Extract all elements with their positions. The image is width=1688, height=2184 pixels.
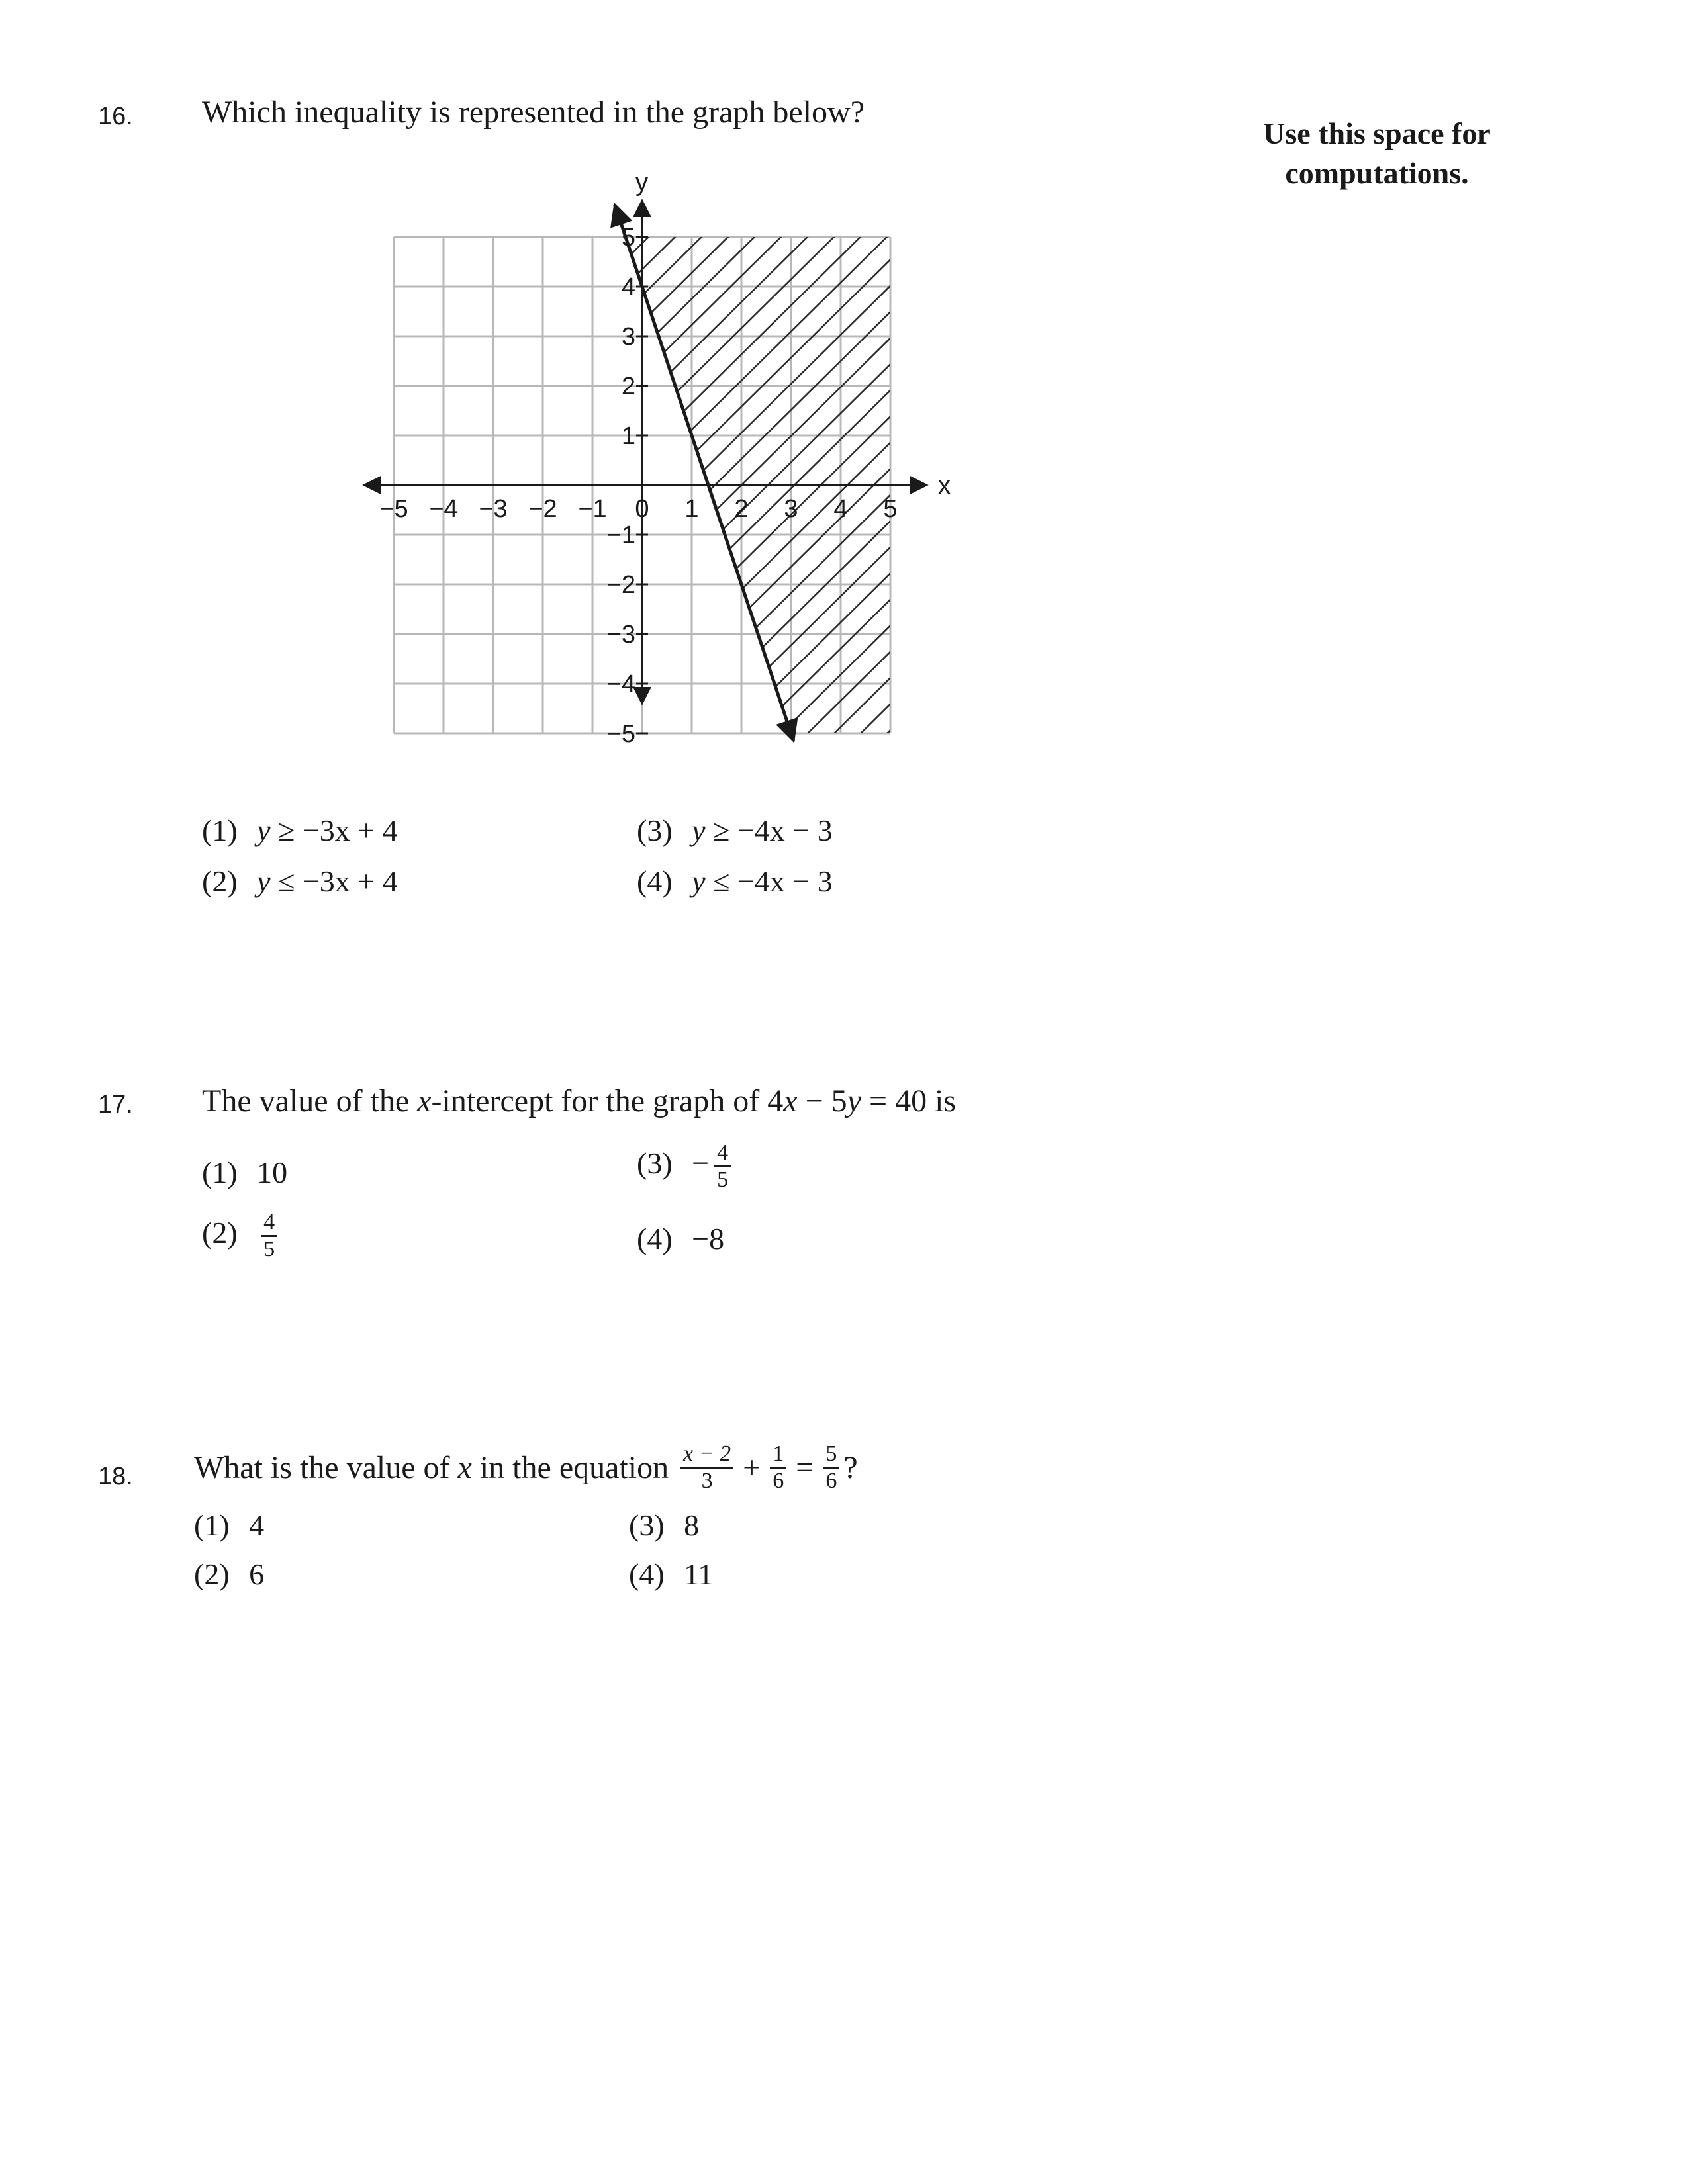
- q18-fraction-3: [823, 1443, 839, 1492]
- option-sign: −: [692, 1146, 710, 1181]
- note-line-1: Use this space for: [1263, 116, 1491, 150]
- option-rhs: −3x + 4: [302, 813, 398, 847]
- q16-option-4[interactable]: [637, 864, 833, 899]
- option-number: (3): [637, 1146, 673, 1181]
- option-rhs: −4x − 3: [737, 864, 833, 898]
- q18-fraction-2: [770, 1443, 786, 1492]
- q17-text-part: -intercept for the graph of 4: [431, 1083, 784, 1118]
- q18-variable: x: [457, 1450, 472, 1485]
- x-tick-label: 0: [635, 495, 649, 523]
- option-number: (2): [202, 1216, 238, 1250]
- q16-question: Which inequality is represented in the graph below?: [202, 95, 865, 130]
- q18-text-part: in the equation: [471, 1450, 677, 1485]
- q17-option-1[interactable]: [202, 1155, 287, 1190]
- x-tick-label: −2: [528, 495, 557, 523]
- q18-option-2[interactable]: [194, 1557, 264, 1592]
- x-tick-label: 1: [684, 495, 699, 523]
- plus-sign: +: [743, 1450, 761, 1485]
- option-value: 10: [257, 1156, 288, 1189]
- q17-question: [202, 1083, 956, 1119]
- q17-variable: y: [847, 1083, 861, 1118]
- y-tick-label: 2: [621, 373, 635, 400]
- q17-option-3[interactable]: [637, 1142, 735, 1191]
- q18-option-4[interactable]: [629, 1557, 713, 1592]
- q17-variable: x: [783, 1083, 798, 1118]
- q17-text-part: − 5: [797, 1083, 847, 1118]
- fraction-numerator: 4: [714, 1142, 731, 1167]
- q17-text-part: = 40 is: [861, 1083, 957, 1118]
- y-tick-label: −3: [606, 621, 635, 649]
- option-lhs: y: [257, 813, 271, 847]
- q17-option-2[interactable]: [202, 1211, 281, 1261]
- y-tick-label: 3: [621, 323, 635, 351]
- option-relation: ≤: [713, 864, 730, 898]
- option-number: (2): [202, 864, 238, 898]
- question-mark: ?: [843, 1450, 858, 1485]
- fraction-numerator: x − 2: [680, 1443, 733, 1469]
- option-number: (1): [202, 1156, 238, 1189]
- option-fraction: [714, 1142, 731, 1191]
- option-number: (1): [202, 813, 238, 847]
- q17-variable: x: [417, 1083, 432, 1118]
- q18-option-3[interactable]: [629, 1508, 699, 1543]
- option-relation: ≥: [278, 813, 295, 847]
- fraction-denominator: 5: [717, 1167, 729, 1192]
- option-rhs: −4x − 3: [737, 813, 833, 847]
- x-tick-label: −1: [578, 495, 607, 523]
- fraction-denominator: 5: [263, 1237, 275, 1261]
- option-relation: ≥: [713, 813, 730, 847]
- x-tick-label: 2: [734, 495, 749, 523]
- x-tick-label: −3: [479, 495, 508, 523]
- y-tick-label: −4: [606, 670, 635, 698]
- option-number: (3): [637, 813, 673, 847]
- x-tick-label: −5: [379, 495, 408, 523]
- option-value: 8: [684, 1508, 700, 1542]
- y-tick-label: 5: [621, 224, 635, 251]
- option-lhs: y: [692, 864, 706, 898]
- fraction-numerator: 4: [261, 1211, 277, 1237]
- option-rhs: −3x + 4: [302, 864, 398, 898]
- option-number: (1): [194, 1508, 230, 1542]
- computation-space-note: [1205, 114, 1549, 193]
- q18-option-1[interactable]: [194, 1508, 264, 1543]
- option-number: (3): [629, 1508, 665, 1542]
- y-tick-label: −5: [606, 720, 635, 748]
- note-line-2: computations.: [1285, 156, 1469, 190]
- x-tick-label: −4: [429, 495, 458, 523]
- y-tick-label: −1: [606, 522, 635, 549]
- x-tick-label: 4: [833, 495, 848, 523]
- option-number: (4): [637, 864, 673, 898]
- option-lhs: y: [257, 864, 271, 898]
- x-tick-label: 5: [883, 495, 898, 523]
- q18-fraction-1: [680, 1443, 733, 1492]
- q17-text-part: The value of the: [202, 1083, 418, 1118]
- option-number: (4): [629, 1557, 665, 1591]
- fraction-denominator: 6: [773, 1469, 784, 1493]
- y-tick-label: 1: [621, 422, 635, 450]
- q17-option-4[interactable]: [637, 1221, 724, 1256]
- option-relation: ≤: [278, 864, 295, 898]
- fraction-numerator: 5: [823, 1443, 839, 1469]
- option-number: (4): [637, 1222, 673, 1255]
- q16-option-1[interactable]: [202, 813, 398, 848]
- option-number: (2): [194, 1557, 230, 1591]
- q16-option-3[interactable]: [637, 813, 833, 848]
- q18-text-part: What is the value of: [194, 1450, 458, 1485]
- q18-question: [194, 1443, 858, 1492]
- q16-number: 16.: [98, 103, 133, 130]
- option-fraction: [261, 1211, 277, 1261]
- y-tick-label: 4: [621, 273, 635, 301]
- equals-sign: =: [796, 1450, 814, 1485]
- q16-graph: [357, 169, 953, 778]
- option-value: 4: [249, 1508, 265, 1542]
- q16-option-2[interactable]: [202, 864, 398, 899]
- option-lhs: y: [692, 813, 706, 847]
- option-value: −8: [692, 1222, 725, 1255]
- y-axis-label: y: [635, 169, 648, 197]
- y-tick-label: −2: [606, 571, 635, 599]
- x-axis-label: x: [938, 472, 951, 500]
- q17-number: 17.: [98, 1091, 133, 1118]
- x-tick-label: 3: [784, 495, 798, 523]
- fraction-denominator: 6: [825, 1469, 837, 1493]
- fraction-denominator: 3: [701, 1469, 713, 1493]
- fraction-numerator: 1: [770, 1443, 786, 1469]
- option-value: 6: [249, 1557, 265, 1591]
- q18-number: 18.: [98, 1463, 133, 1490]
- option-value: 11: [684, 1557, 714, 1591]
